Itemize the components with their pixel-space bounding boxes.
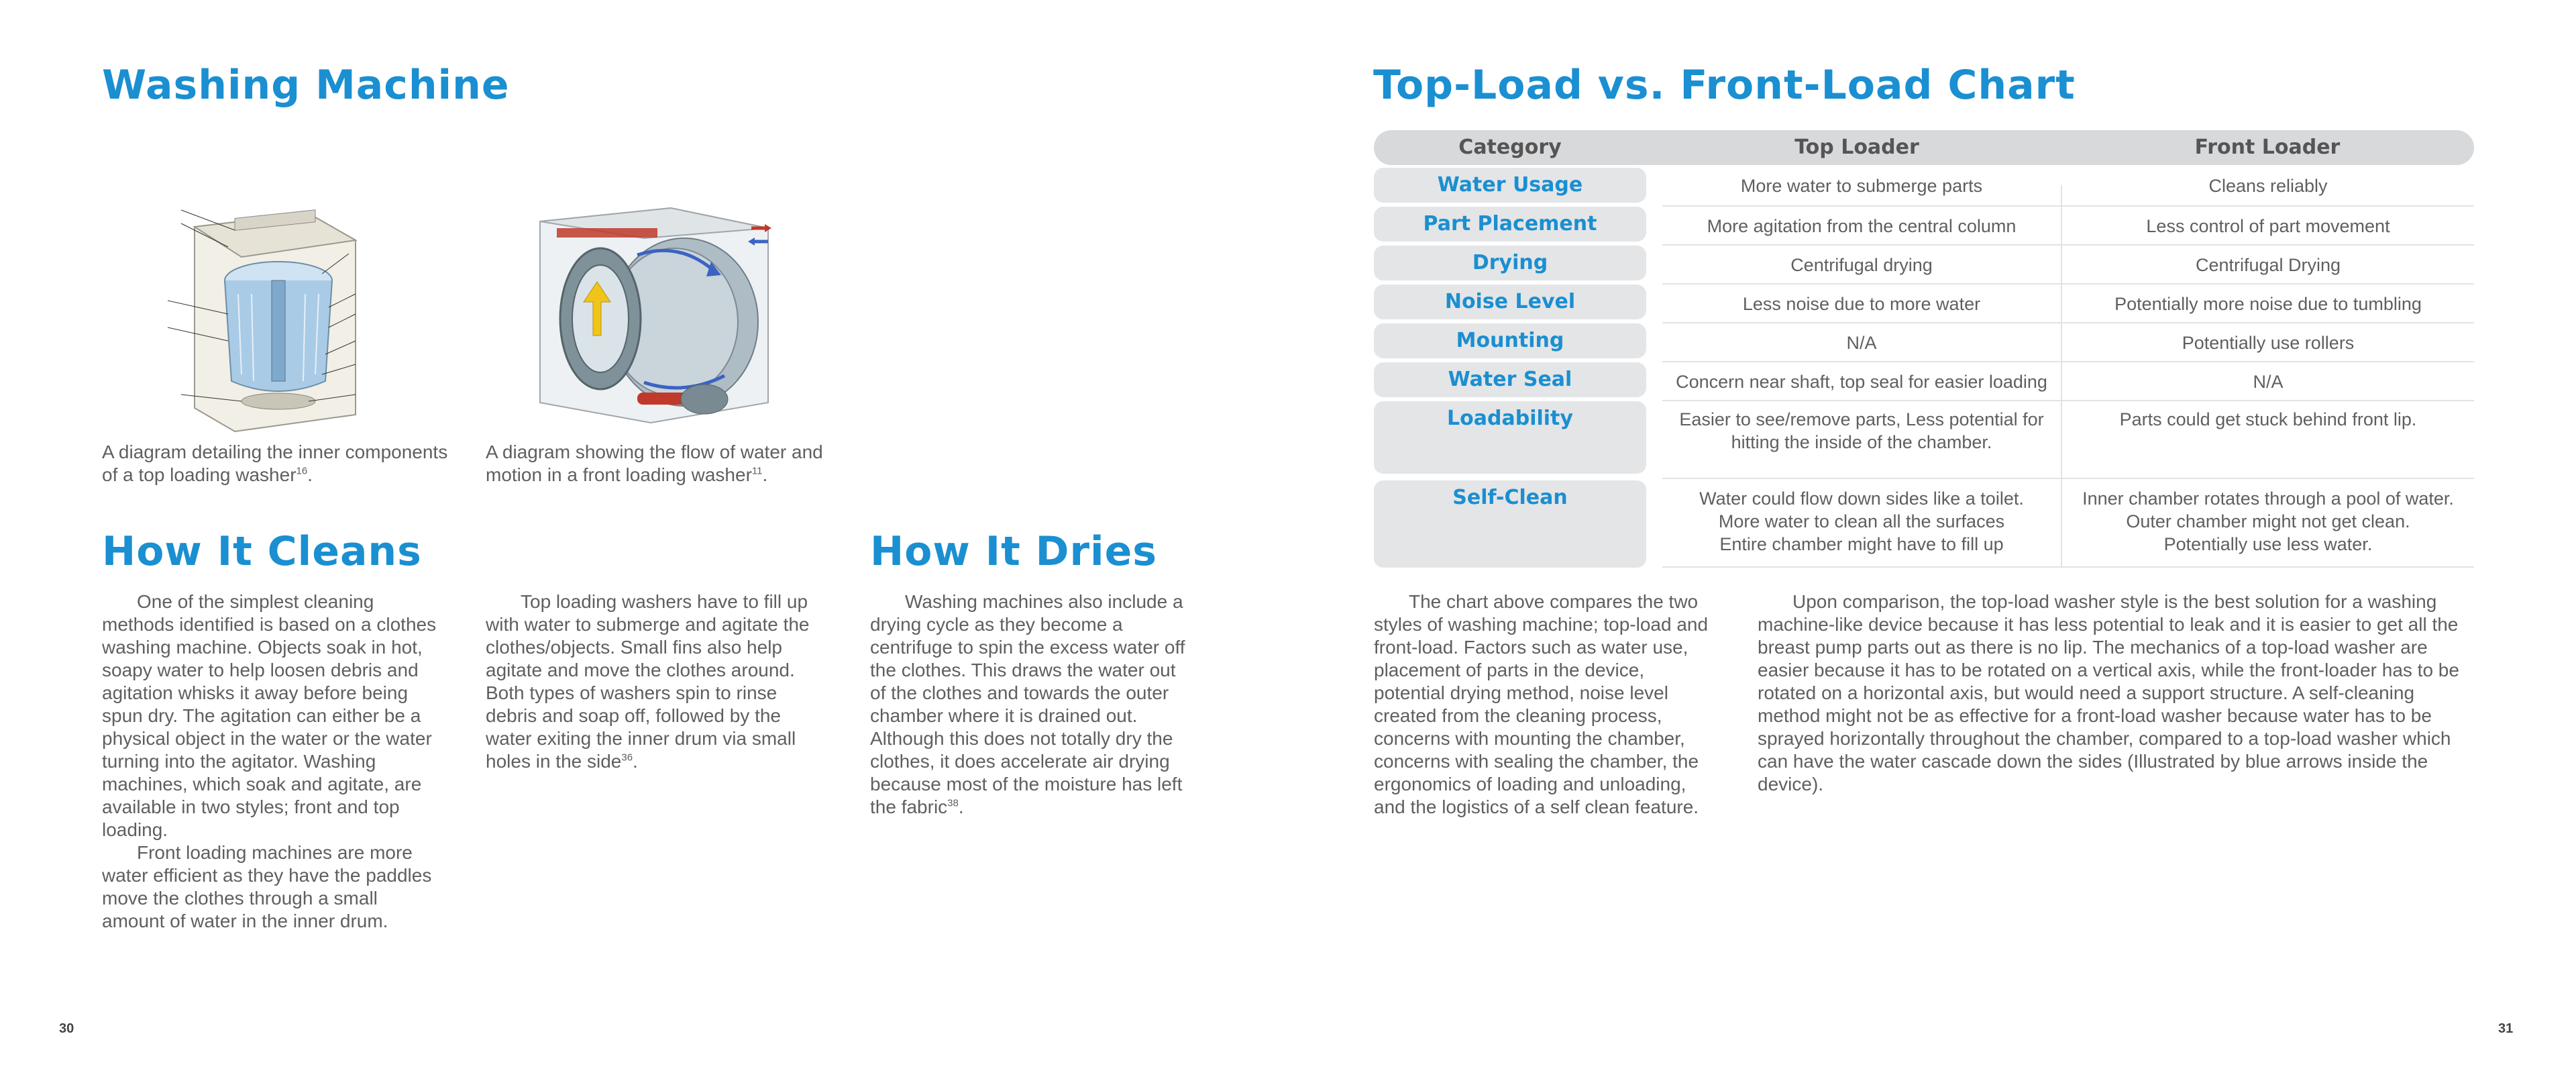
cell-top-self-clean (1662, 480, 2061, 568)
page-number-right: 31 (2498, 1021, 2514, 1036)
footnote-ref: 38 (947, 797, 959, 809)
heading-how-it-dries: How It Dries (870, 528, 1158, 575)
cell-front-water-usage: Cleans reliably (2062, 168, 2474, 207)
paragraph-period: . (958, 796, 964, 817)
summary-paragraph: The chart above compares the two styles of washing machine; top-load and front-load. Factors such as water use, placement of parts in the device, potential drying method, noise level created from the cleaning process, concerns with mounting the chamber, concerns with sealing the chamber, the ergonomics of loading and unloading, and the logistics of a self clean feature. (1374, 591, 1709, 817)
row-label-noise-level: Noise Level (1374, 285, 1646, 319)
row-label-water-usage: Water Usage (1374, 168, 1646, 203)
cleans-column-2 (486, 590, 824, 773)
page-number-left: 30 (59, 1021, 74, 1036)
front-loader-diagram (537, 201, 771, 436)
cleans-paragraph-1: One of the simplest cleaning methods identified is based on a clothes washing machine. Objects soak in hot, soapy water to help loosen debris and agitation whisks it away before being spun dry. The agitation can either be a physical object in the water or the water turning into the agitator. Washing machines, which soak and agitate, are available in two styles; front and top loading. (102, 591, 437, 840)
dries-text: Washing machines also include a drying cycle as they become a centrifuge to spin the excess water off the clothes. This draws the water out of the clothes and towards the outer chamber where it is drained out. Although this does not totally dry the clothes, it does accelerate air drying because most of the moisture has left the fabric (870, 591, 1185, 817)
row-label-part-placement: Part Placement (1374, 207, 1646, 242)
figure-caption-top-loader (102, 441, 451, 486)
caption-text: A diagram detailing the inner components of a top loading washer (102, 442, 448, 485)
header-top-loader: Top Loader (1794, 136, 1919, 159)
cell-top-noise-level: Less noise due to more water (1662, 285, 2061, 323)
header-category: Category (1458, 136, 1562, 159)
cell-front-drying: Centrifugal Drying (2062, 246, 2474, 285)
caption-period: . (762, 464, 768, 485)
cleans-column-1 (102, 590, 441, 933)
page-title-chart: Top-Load vs. Front-Load Chart (1373, 62, 2076, 109)
caption-period: . (307, 464, 313, 485)
row-label-drying: Drying (1374, 246, 1646, 280)
cell-front-self-clean (2062, 480, 2474, 568)
heading-how-it-cleans: How It Cleans (102, 528, 422, 575)
row-label-mounting: Mounting (1374, 323, 1646, 358)
cell-top-drying: Centrifugal drying (1662, 246, 2061, 285)
header-front-loader: Front Loader (2194, 136, 2341, 159)
cell-top-water-seal: Concern near shaft, top seal for easier loading (1662, 362, 2061, 401)
figure-caption-front-loader (486, 441, 835, 486)
footnote-ref: 16 (296, 465, 308, 477)
top-loader-diagram (154, 200, 382, 435)
cell-front-noise-level: Potentially more noise due to tumbling (2062, 285, 2474, 323)
cell-front-loadability: Parts could get stuck behind front lip. (2062, 401, 2474, 479)
row-label-water-seal: Water Seal (1374, 362, 1646, 397)
cell-top-part-placement: More agitation from the central column (1662, 207, 2061, 246)
cell-top-loadability: Easier to see/remove parts, Less potential for hitting the inside of the chamber. (1662, 401, 2061, 479)
caption-text: A diagram showing the flow of water and motion in a front loading washer (486, 442, 823, 485)
page-title-washing-machine: Washing Machine (102, 62, 510, 109)
cell-line: Inner chamber rotates through a pool of water. (2082, 488, 2454, 509)
cell-line: Outer chamber might not get clean. (2126, 511, 2410, 531)
cell-line: More water to clean all the surfaces (1718, 511, 2005, 531)
footnote-ref: 11 (751, 465, 763, 477)
cleans-paragraph-2: Front loading machines are more water efficient as they have the paddles move the clothes through a small amount of water in the inner drum. (102, 842, 432, 931)
cleans-paragraph-3 (486, 590, 824, 773)
cell-front-water-seal: N/A (2062, 362, 2474, 401)
cell-line: Entire chamber might have to fill up (1719, 534, 2004, 554)
comparison-column (1758, 590, 2475, 796)
comparison-paragraph: Upon comparison, the top-load washer style is the best solution for a washing machine-like device because it has less potential to leak and it is easier to get all the breast pump parts out as there is no lip. The mechanics of a top-load washer are easier because it has to be rotated on a vertical axis, while the front-loader has to be rotated on a horizontal axis, but would need a support structure. A self-cleaning method might not be as effective for a front-load washer because water has to be sprayed horizontally throughout the chamber, compared to a top-load washer which can have the water cascade down the sides (Illustrated by blue arrows inside the device). (1758, 591, 2459, 794)
chart-summary-column (1374, 590, 1716, 819)
cell-top-water-usage: More water to submerge parts (1662, 168, 2061, 207)
cell-front-mounting: Potentially use rollers (2062, 323, 2474, 362)
dries-column (870, 590, 1195, 819)
paragraph-period: . (633, 751, 638, 772)
cell-top-mounting: N/A (1662, 323, 2061, 362)
row-label-self-clean: Self-Clean (1374, 480, 1646, 568)
cleans-text: Top loading washers have to fill up with water to submerge and agitate the clothes/objects. Small fins also help agitate and move the clothes around. Both types of washers spin to rinse debris and soap off, followed by the water exiting the inner drum via small holes in the side (486, 591, 810, 772)
dries-paragraph (870, 590, 1195, 819)
row-label-loadability: Loadability (1374, 401, 1646, 474)
cell-front-part-placement: Less control of part movement (2062, 207, 2474, 246)
cell-line: Potentially use less water. (2163, 534, 2373, 554)
cell-line: Water could flow down sides like a toilet. (1699, 488, 2024, 509)
footnote-ref: 36 (621, 752, 633, 764)
